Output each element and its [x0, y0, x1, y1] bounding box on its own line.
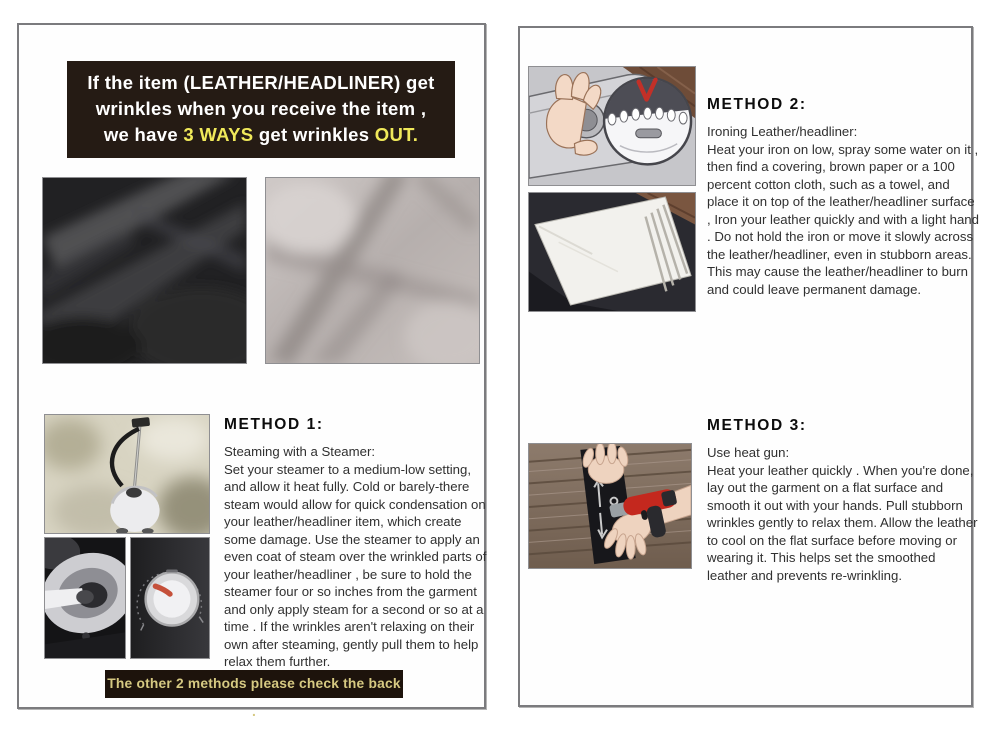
- back-note-banner: The other 2 methods please check the back .: [105, 670, 403, 698]
- method-1-title: METHOD 1:: [224, 416, 324, 433]
- headline-line-3-text: we have: [103, 124, 184, 145]
- method-3-subtitle: Use heat gun:: [707, 445, 790, 460]
- headline-highlight-out: OUT.: [374, 124, 419, 145]
- headline-line-3-text2: get wrinkles: [253, 124, 375, 145]
- headline-banner: [67, 61, 455, 158]
- method-3-body: Heat your leather quickly . When you're done, lay out the garment on a flat surface and smooth it out with your hands. Pull stubborn wrinkles gently to relax them. Allow the leather to cool on the flat surface before moving or wearing it. This helps set the smoothed leather and prevents re-wrinkling.: [707, 462, 978, 583]
- heat-gun-photo: [528, 443, 692, 569]
- towel-drawing: [528, 192, 696, 312]
- right-page: [518, 26, 979, 707]
- heat-gun-illustration: [529, 444, 691, 568]
- method-1-section: [224, 416, 494, 671]
- towel-illustration: [529, 193, 695, 311]
- iron-dial-drawing: [528, 66, 696, 186]
- wrinkled-leather-illustration: [43, 178, 246, 363]
- headline-line-3: [67, 122, 455, 148]
- method-1-subtitle: Steaming with a Steamer:: [224, 444, 375, 459]
- left-page: [17, 23, 487, 719]
- wrinkled-fabric-photo: [265, 177, 480, 364]
- wrinkled-fabric-illustration: [266, 178, 479, 363]
- method-2-subtitle: Ironing Leather/headliner:: [707, 124, 858, 139]
- steamer-tank-photo: [44, 537, 126, 659]
- garment-steamer-illustration: [45, 415, 209, 533]
- method-3-section: [707, 417, 979, 584]
- method-2-body: Heat your iron on low, spray some water on it , then find a covering, brown paper or a 100 percent cotton cloth, such as a towel, and place it on top of the leather/headliner surface , Iron your leather quickly and with a light hand . Do not hold the iron or move it slowly across the leather/headliner, even in stubborn areas. This may cause the leather/headliner to burn and could leave permanent damage.: [707, 141, 979, 297]
- steamer-dial-photo: [130, 537, 210, 659]
- method-1-body: Set your steamer to a medium-low setting, and allow it heat fully. Cold or barely-there steam would allow for quick condensation on your leather/headliner item, which create some damage. Use the steamer to apply an even coat of steam over the wrinkled parts of your leather/headliner , be sure to hold the steamer four or so inches from the garment and only apply steam for a second or so at a time . If the wrinkles aren't relaxing on their own after steaming, gently pull them to help relax them further.: [224, 461, 487, 669]
- method-2-section: [707, 96, 979, 298]
- method-3-title: METHOD 3:: [707, 417, 807, 434]
- headline-highlight-3ways: 3 WAYS: [183, 124, 254, 145]
- headline-line-1: If the item (LEATHER/HEADLINER) get: [87, 72, 435, 93]
- headline-line-2: wrinkles when you receive the item ,: [95, 98, 427, 119]
- iron-dial-illustration: [529, 67, 695, 185]
- steamer-dial-illustration: [131, 538, 209, 658]
- garment-steamer-photo: [44, 414, 210, 534]
- steamer-tank-illustration: [45, 538, 125, 658]
- method-2-title: METHOD 2:: [707, 96, 807, 113]
- wrinkled-leather-photo: [42, 177, 247, 364]
